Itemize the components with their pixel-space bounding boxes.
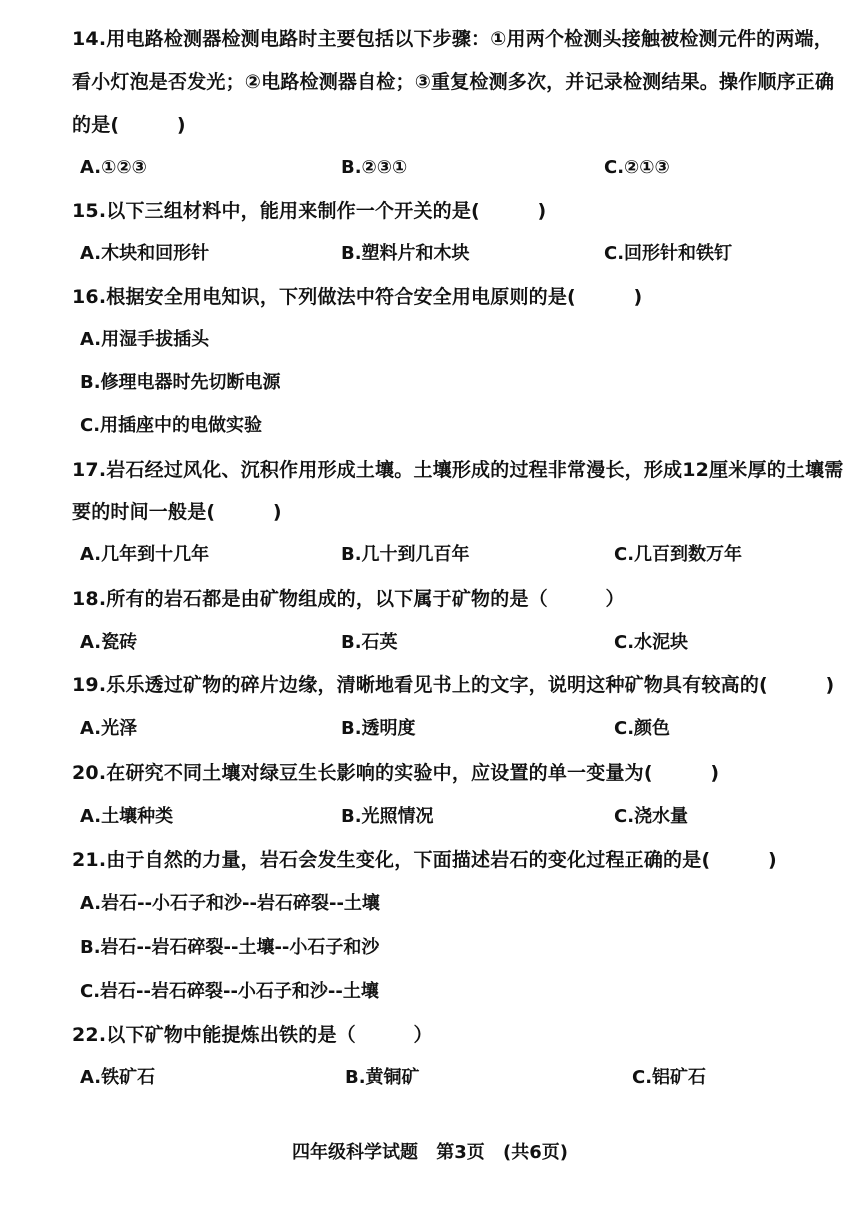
- q18-option-b: B.石英: [341, 632, 398, 653]
- q17-option-b: B.几十到几百年: [341, 544, 470, 565]
- q21-option-a: A.岩石--小石子和沙--岩石碎裂--土壤: [80, 893, 380, 914]
- q21-stem: 21.由于自然的力量，岩石会发生变化，下面描述岩石的变化过程正确的是( ): [72, 849, 777, 871]
- q18-option-c: C.水泥块: [614, 632, 689, 653]
- q21-option-c: C.岩石--岩石碎裂--小石子和沙--土壤: [80, 981, 379, 1002]
- q15-option-c: C.回形针和铁钉: [604, 243, 733, 264]
- q14-option-c: C.②①③: [604, 157, 670, 178]
- page-footer: [0, 1141, 860, 1165]
- q18-stem: 18.所有的岩石都是由矿物组成的，以下属于矿物的是（ ）: [72, 588, 625, 610]
- q20-option-c: C.浇水量: [614, 806, 689, 827]
- q19-option-c: C.颜色: [614, 718, 671, 739]
- q19-option-a: A.光泽: [80, 718, 138, 739]
- q15-option-b: B.塑料片和木块: [341, 243, 470, 264]
- q17-option-a: A.几年到十几年: [80, 544, 210, 565]
- q15-stem: 15.以下三组材料中，能用来制作一个开关的是( ): [72, 200, 547, 222]
- q20-option-b: B.光照情况: [341, 806, 434, 827]
- q16-option-b: B.修理电器时先切断电源: [80, 372, 281, 393]
- q20-stem: 20.在研究不同土壤对绿豆生长影响的实验中，应设置的单一变量为( ): [72, 762, 720, 784]
- q21-option-b: B.岩石--岩石碎裂--土壤--小石子和沙: [80, 937, 380, 958]
- q14-stem-line1: 14.用电路检测器检测电路时主要包括以下步骤：①用两个检测头接触被检测元件的两端，: [72, 28, 833, 50]
- q18-option-a: A.瓷砖: [80, 632, 138, 653]
- q16-option-c: C.用插座中的电做实验: [80, 415, 263, 436]
- q17-stem-line1: 17.岩石经过风化、沉积作用形成土壤。土壤形成的过程非常漫长，形成12厘米厚的土壤需: [72, 459, 844, 481]
- footer-page-number: 第3页: [436, 1142, 485, 1163]
- footer-page-total: (共6页): [503, 1142, 569, 1163]
- q22-option-c: C.铝矿石: [632, 1067, 707, 1088]
- q22-stem: 22.以下矿物中能提炼出铁的是（ ）: [72, 1024, 433, 1046]
- q14-option-a: A.①②③: [80, 157, 147, 178]
- q19-stem: 19.乐乐透过矿物的碎片边缘，清晰地看见书上的文字，说明这种矿物具有较高的( ): [72, 674, 835, 696]
- q16-stem: 16.根据安全用电知识，下列做法中符合安全用电原则的是( ): [72, 286, 643, 308]
- q14-stem-line2: 看小灯泡是否发光；②电路检测器自检；③重复检测多次，并记录检测结果。操作顺序正确: [72, 71, 835, 93]
- q15-option-a: A.木块和回形针: [80, 243, 210, 264]
- q14-option-b: B.②③①: [341, 157, 408, 178]
- q20-option-a: A.土壤种类: [80, 806, 174, 827]
- q17-option-c: C.几百到数万年: [614, 544, 743, 565]
- q22-option-b: B.黄铜矿: [345, 1067, 420, 1088]
- q14-stem-line3: 的是( ): [72, 114, 186, 136]
- footer-title: 四年级科学试题: [291, 1142, 418, 1163]
- q22-option-a: A.铁矿石: [80, 1067, 156, 1088]
- q16-option-a: A.用湿手拔插头: [80, 329, 210, 350]
- q17-stem-line2: 要的时间一般是( ): [72, 501, 282, 523]
- q19-option-b: B.透明度: [341, 718, 416, 739]
